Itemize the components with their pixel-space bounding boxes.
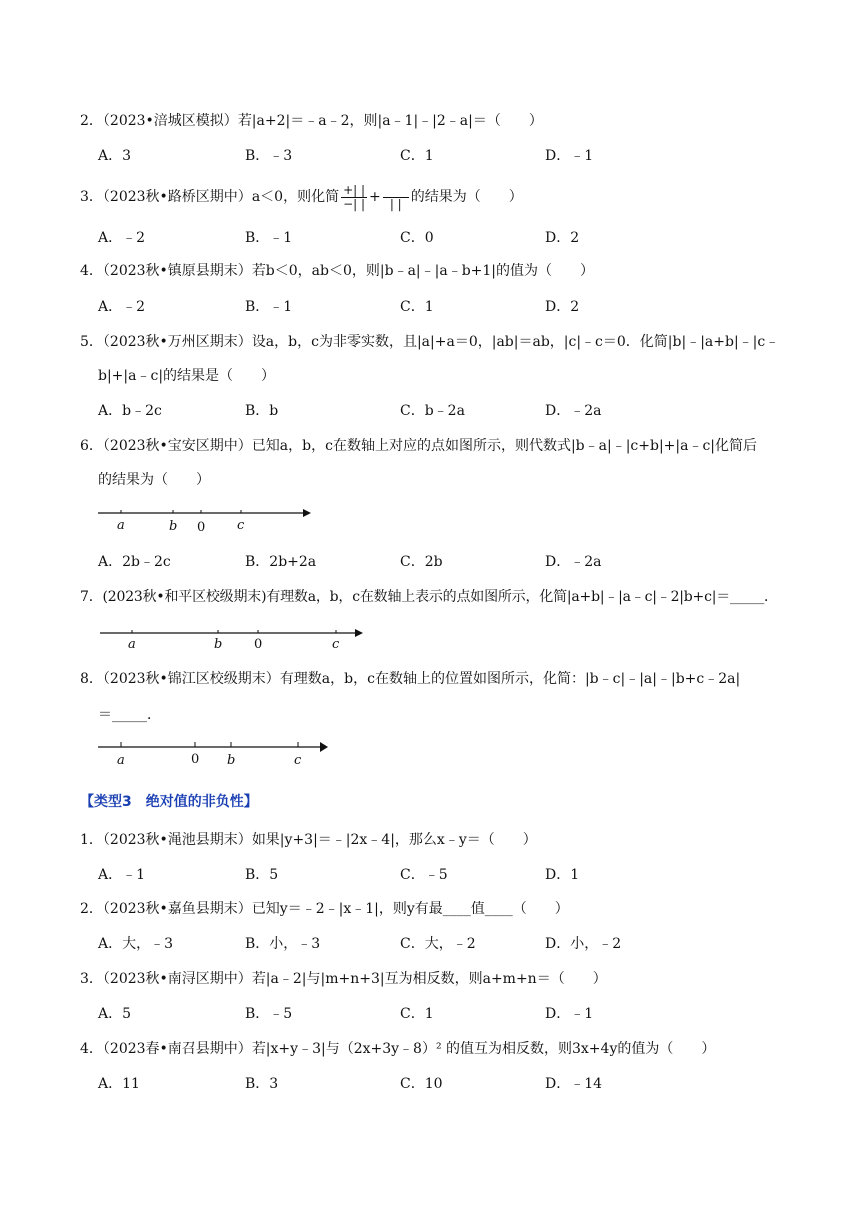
option-d: D．1: [545, 867, 580, 883]
label-b: b: [227, 753, 236, 768]
question-2-1: [80, 831, 537, 849]
option-d: D．﹣2a: [545, 554, 602, 570]
option-d: D．﹣1: [545, 1006, 594, 1022]
question-stem: 已知y＝﹣2﹣|x﹣1|，则y有最____值____（ ）: [251, 901, 569, 917]
option-c: C．大，﹣2: [400, 936, 476, 952]
option-c: C．1: [400, 1006, 434, 1022]
option-a: A．﹣1: [98, 867, 146, 883]
label-c: c: [237, 518, 245, 533]
question-2: [80, 112, 543, 130]
label-c: c: [332, 637, 340, 652]
question-source: （2023春•南召县期中）: [102, 1041, 252, 1057]
question-stem: 若|a+2|＝﹣a﹣2，则|a﹣1|﹣|2﹣a|＝（ ）: [237, 113, 543, 129]
label-b: b: [169, 519, 178, 534]
question-number: 4．: [80, 263, 103, 279]
question-number: 8．: [80, 671, 103, 687]
question-source: （2023秋•锦江区校级期末）: [102, 671, 280, 687]
option-a: A．2b﹣2c: [98, 554, 171, 570]
question-number: 4．: [80, 1041, 103, 1057]
label-0: 0: [191, 752, 200, 767]
label-a: a: [128, 637, 136, 652]
axis-arrow: [355, 629, 363, 637]
option-b: B．2b+2a: [245, 554, 317, 570]
option-a: A．大，﹣3: [98, 936, 174, 952]
number-line-q8-svg: [98, 736, 330, 770]
question-number: 5．: [80, 334, 103, 350]
option-c: C．1: [400, 299, 434, 315]
question-source: （2023秋•渑池县期末）: [102, 832, 252, 848]
question-source: （2023秋•南浔区期中）: [102, 971, 252, 987]
question-source: （2023秋•嘉鱼县期末）: [102, 901, 252, 917]
fraction-2: | |: [383, 184, 409, 211]
question-source: （2023•涪城区模拟）: [102, 113, 238, 129]
question-2-2: [80, 900, 569, 918]
option-c: C．2b: [400, 554, 443, 570]
option-b: B．﹣3: [245, 148, 293, 164]
question-number: 6．: [80, 438, 103, 454]
label-c: c: [294, 753, 302, 768]
option-c: C．﹣5: [400, 867, 448, 883]
question-number: 1．: [80, 832, 103, 848]
question-stem-post: 的结果为（ ）: [410, 189, 523, 205]
question-2-4: [80, 1040, 715, 1058]
option-b: B．﹣1: [245, 299, 293, 315]
question-2-3: [80, 970, 607, 988]
option-a: A．﹣2: [98, 230, 146, 246]
question-6: [80, 437, 757, 455]
option-b: B．﹣1: [245, 230, 293, 246]
option-d: D．﹣14: [545, 1076, 603, 1092]
option-a: A．3: [98, 148, 132, 164]
question-stem-pre: a＜0，则化简: [251, 189, 340, 205]
option-c: C．1: [400, 148, 434, 164]
number-line-q8: [98, 736, 330, 774]
question-stem: 若|a﹣2|与|m+n+3|互为相反数，则a+m+n＝（ ）: [251, 971, 607, 987]
question-8: [80, 670, 740, 688]
question-6-continued: 的结果为（ ）: [98, 472, 210, 488]
question-source: （2023秋•宝安区期中）: [102, 438, 252, 454]
question-source: (2023秋•和平区校级期末): [102, 589, 267, 605]
question-5-continued: b|+|a﹣c|的结果是（ ）: [98, 368, 276, 384]
number-line-q6: [98, 502, 313, 540]
plus-sign: +: [369, 189, 381, 205]
axis-arrow: [320, 742, 328, 752]
label-0: 0: [197, 520, 206, 535]
option-a: A．5: [98, 1006, 132, 1022]
option-d: D．﹣2a: [545, 403, 602, 419]
fraction-1: $\frac{+| |}{-| |}$: [343, 182, 366, 211]
number-line-q7: [100, 622, 365, 660]
option-a: A．11: [98, 1076, 140, 1092]
question-stem: 有理数a，b，c在数轴上表示的点如图所示，化简|a+b|﹣|a﹣c|﹣2|b+c|＝_____．: [266, 589, 778, 605]
option-d: D．﹣1: [545, 148, 594, 164]
question-stem: 若b＜0，ab＜0，则|b﹣a|﹣|a﹣b+1|的值为（ ）: [251, 263, 595, 279]
question-stem: 已知a，b，c在数轴上对应的点如图所示，则代数式|b﹣a|﹣|c+b|+|a﹣c|化简后: [251, 438, 758, 454]
question-stem: 如果|y+3|＝﹣|2x﹣4|，那么x﹣y＝（ ）: [251, 832, 537, 848]
axis-arrow: [303, 509, 311, 517]
option-d: D．2: [545, 230, 580, 246]
question-number: 7．: [80, 589, 103, 605]
option-d: D．2: [545, 299, 580, 315]
label-a: a: [117, 518, 125, 533]
question-3: [80, 183, 523, 211]
question-number: 3．: [80, 971, 103, 987]
question-5: [80, 333, 779, 351]
question-number: 3．: [80, 189, 103, 205]
question-7: [80, 588, 778, 606]
question-stem: 有理数a，b，c在数轴上的位置如图所示，化简：|b﹣c|﹣|a|﹣|b+c﹣2a|: [279, 671, 741, 687]
question-number: 2．: [80, 113, 103, 129]
section-heading: 【类型3 绝对值的非负性】: [80, 794, 258, 810]
option-b: B．小，﹣3: [245, 936, 321, 952]
question-stem: 设a，b，c为非零实数，且|a|+a＝0，|ab|＝ab，|c|﹣c＝0．化简|b|﹣|a+b|﹣|c﹣: [251, 334, 780, 350]
option-a: A．b﹣2c: [98, 403, 162, 419]
option-b: B．b: [245, 403, 279, 419]
option-b: B．﹣5: [245, 1006, 293, 1022]
question-source: （2023秋•万州区期末）: [102, 334, 252, 350]
question-stem: 若|x+y﹣3|与（2x+3y﹣8）² 的值互为相反数，则3x+4y的值为（ ）: [251, 1041, 716, 1057]
question-source: （2023秋•路桥区期中）: [102, 189, 252, 205]
option-b: B．3: [245, 1076, 279, 1092]
label-b: b: [214, 637, 223, 652]
question-source: （2023秋•镇原县期末）: [102, 263, 252, 279]
question-number: 2．: [80, 901, 103, 917]
question-8-continued: ＝_____．: [98, 707, 161, 723]
option-d: D．小，﹣2: [545, 936, 622, 952]
label-a: a: [117, 753, 125, 768]
option-c: C．10: [400, 1076, 443, 1092]
question-4: [80, 262, 594, 280]
option-c: C．0: [400, 230, 434, 246]
label-0: 0: [254, 637, 263, 652]
option-c: C．b﹣2a: [400, 403, 465, 419]
option-a: A．﹣2: [98, 299, 146, 315]
number-line-q7-svg: [100, 622, 365, 656]
number-line-q6-svg: [98, 502, 313, 536]
option-b: B．5: [245, 867, 279, 883]
